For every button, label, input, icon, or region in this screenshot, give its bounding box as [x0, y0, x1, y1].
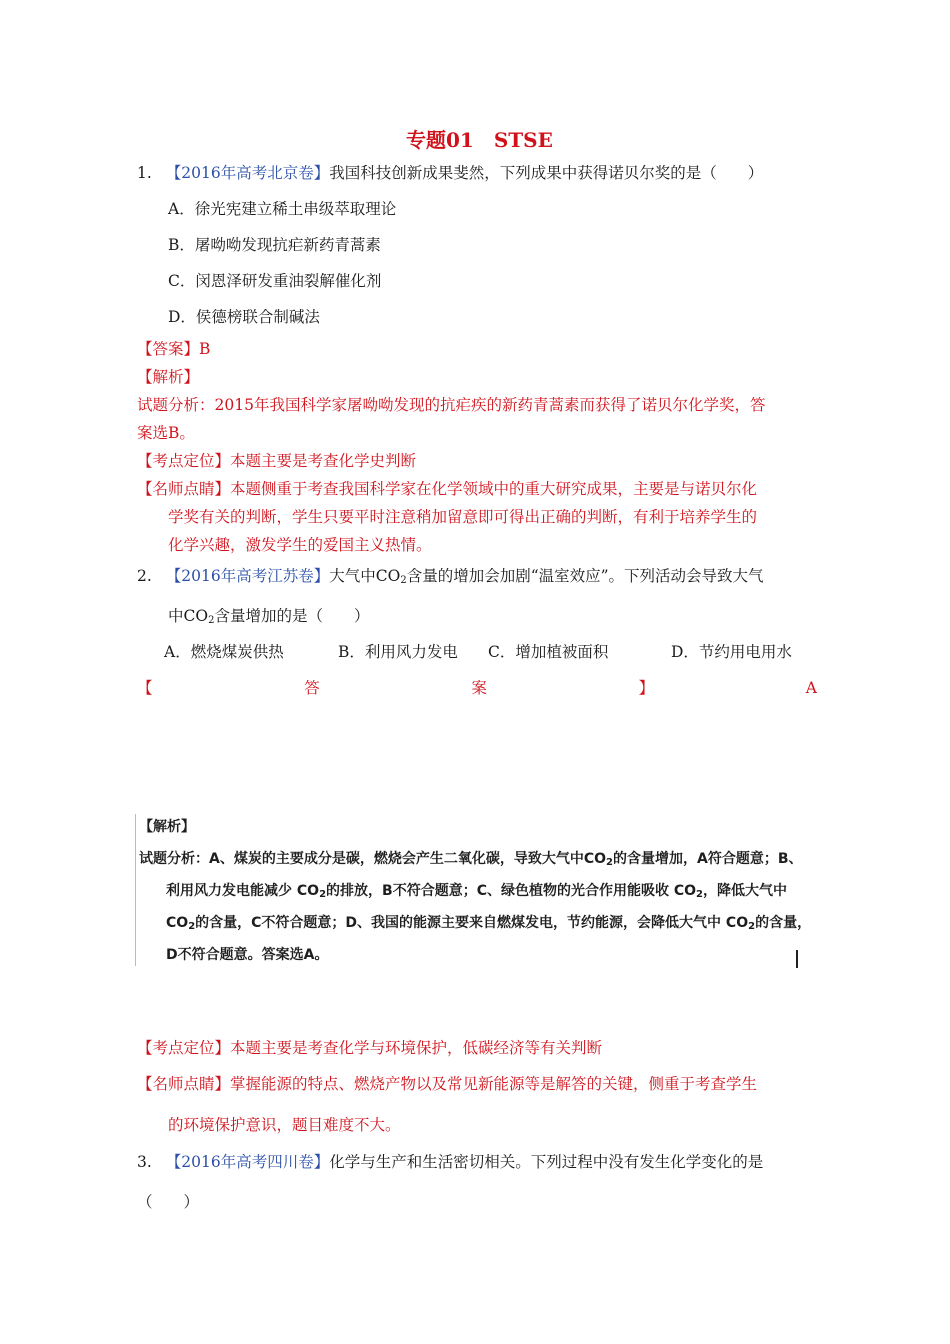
analysis-text: ，降低大气中 [703, 883, 787, 899]
kaodian-line [137, 1038, 602, 1058]
question-text: 含量增加的是（ ） [214, 607, 370, 625]
subscript: 2 [188, 921, 196, 932]
analysis-text: 利用风力发电能减少 CO [166, 883, 320, 899]
analysis-text-line [139, 848, 803, 868]
mingshi-text: 本题侧重于考查我国科学家在化学领域中的重大研究成果，主要是与诺贝尔化 [230, 480, 758, 498]
analysis-text: 的含量， [755, 915, 812, 931]
analysis-text-line [166, 880, 787, 900]
analysis-text: 的含量，C不符合题意；D、我国的能源主要来自燃煤发电，节约能源，会降低大气中 CO [195, 915, 749, 931]
question-source: 【2016年高考北京卷】 [165, 164, 330, 182]
kaodian-text: 本题主要是考查化学史判断 [230, 452, 417, 470]
question-number: 2. [137, 567, 152, 585]
question-number: 3. [137, 1153, 152, 1171]
option-b: B．利用风力发电 [338, 643, 458, 661]
image-border [135, 814, 136, 966]
text-cursor [796, 950, 798, 968]
question-2-stem-cont [168, 606, 369, 631]
analysis-text-line: D不符合题意。答案选A。 [166, 947, 329, 963]
answer-value: A [805, 679, 817, 697]
option-c: C．增加植被面积 [488, 643, 609, 661]
mingshi-label: 【名师点睛】 [137, 480, 231, 498]
option-b: B．屠呦呦发现抗疟新药青蒿素 [168, 236, 381, 254]
kaodian-line [137, 451, 416, 471]
question-text: 含量的增加会加剧“温室效应”。下列活动会导致大气 [406, 567, 764, 585]
answer-value: B [199, 340, 211, 358]
question-source: 【2016年高考江苏卷】 [165, 567, 330, 585]
mingshi-line [137, 1074, 757, 1094]
question-3-stem [137, 1152, 763, 1172]
question-text: 化学与生产和生活密切相关。下列过程中没有发生化学变化的是 [329, 1153, 764, 1171]
answer-line-justified [137, 678, 817, 698]
answer-bracket-close: 】 [638, 679, 655, 697]
option-a: A．徐光宪建立稀土串级萃取理论 [168, 200, 397, 218]
analysis-text-line [166, 912, 811, 932]
analysis-label: 【解析】 [137, 368, 200, 386]
analysis-image [135, 810, 812, 968]
answer-label: 【答案】 [137, 340, 200, 358]
question-source: 【2016年高考四川卷】 [165, 1153, 330, 1171]
subscript: 2 [696, 889, 703, 900]
question-number: 1. [137, 164, 152, 182]
question-text: 大气中CO [329, 567, 401, 585]
answer-line [137, 339, 210, 359]
option-d: D．侯德榜联合制碱法 [168, 308, 320, 326]
subscript: 2 [400, 575, 407, 586]
mingshi-text: 掌握能源的特点、燃烧产物以及常见新能源等是解答的关键，侧重于考查学生 [230, 1075, 758, 1093]
answer-paren: （ ） [137, 1193, 200, 1211]
subscript: 2 [606, 857, 613, 868]
mingshi-text-line: 化学兴趣，激发学生的爱国主义热情。 [168, 536, 432, 554]
analysis-text: 试题分析：A、煤炭的主要成分是碳，燃烧会产生二氧化碳，导致大气中CO [139, 851, 607, 867]
mingshi-line [137, 479, 757, 499]
subscript: 2 [319, 889, 327, 900]
option-a: A．燃烧煤炭供热 [164, 643, 284, 661]
kaodian-label: 【考点定位】 [137, 1039, 231, 1057]
kaodian-text: 本题主要是考查化学与环境保护，低碳经济等有关判断 [230, 1039, 603, 1057]
analysis-text: 的含量增加，A符合题意；B、 [612, 851, 803, 867]
subscript: 2 [208, 615, 215, 626]
question-2-stem [137, 566, 764, 591]
question-text: 我国科技创新成果斐然，下列成果中获得诺贝尔奖的是（ ） [329, 164, 764, 182]
option-c: C．闵恩泽研发重油裂解催化剂 [168, 272, 382, 290]
answer-bracket-open: 【 [137, 679, 153, 697]
analysis-text: CO [166, 915, 189, 931]
mingshi-text-line: 学奖有关的判断，学生只要平时注意稍加留意即可得出正确的判断，有利于培养学生的 [168, 508, 758, 526]
mingshi-text-line: 的环境保护意识，题目难度不大。 [168, 1116, 401, 1134]
kaodian-label: 【考点定位】 [137, 452, 231, 470]
analysis-label: 【解析】 [139, 819, 195, 835]
answer-char: 案 [471, 679, 487, 697]
option-d: D．节约用电用水 [671, 643, 792, 661]
analysis-text-line: 试题分析：2015年我国科学家屠呦呦发现的抗疟疾的新药青蒿素而获得了诺贝尔化学奖，答 [137, 396, 766, 414]
analysis-text-line: 案选B。 [137, 424, 195, 442]
subscript: 2 [748, 921, 756, 932]
page-title: 专题01 STSE [406, 128, 553, 152]
question-text: 中CO [168, 607, 209, 625]
analysis-text: 的排放，B不符合题意；C、绿色植物的光合作用能吸收 CO [326, 883, 697, 899]
question-1-stem [137, 163, 763, 183]
answer-char: 答 [304, 679, 320, 697]
mingshi-label: 【名师点睛】 [137, 1075, 231, 1093]
